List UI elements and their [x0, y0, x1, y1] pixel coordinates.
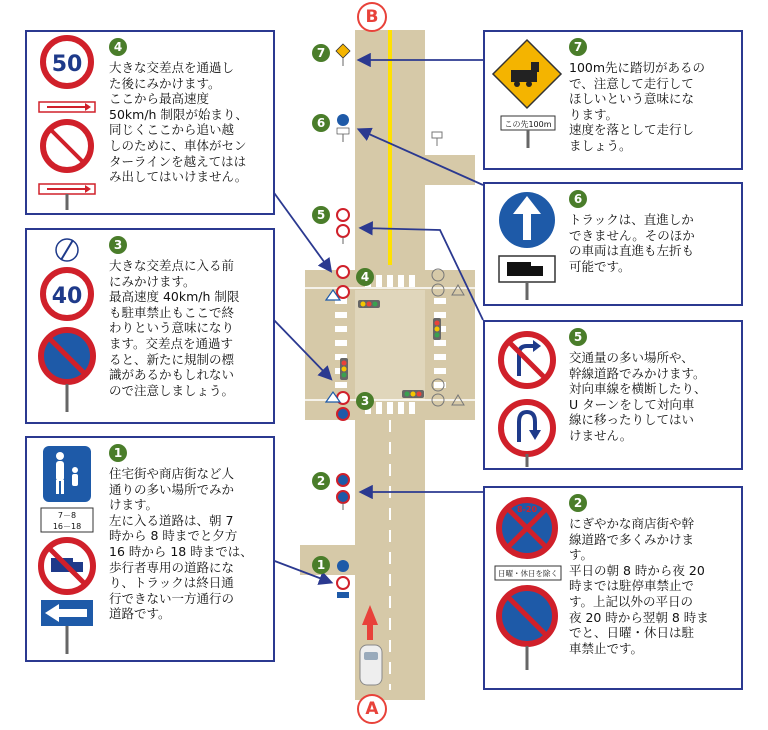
box4-line: ターラインを越えてはは — [109, 153, 247, 169]
box2-line: にぎやかな商店街や幹 — [569, 516, 695, 531]
box1-line: 行できない一方通行の — [109, 590, 235, 606]
box3-line: ので注意しましょう。 — [109, 382, 235, 398]
box3-line: ます。交差点を通過す — [109, 335, 234, 351]
map-number-2: 2 — [312, 472, 330, 490]
box5-line: けません。 — [569, 427, 633, 443]
box-text-1 — [109, 466, 273, 622]
box5-line: 線に移ったりしてはい — [569, 412, 695, 428]
box-text-4 — [109, 60, 273, 185]
box3-line: 大きな交差点に入る前 — [109, 258, 235, 273]
box7-line: ります。 — [569, 106, 619, 122]
box3-line: 最高速度 40km/h 制限 — [109, 289, 240, 305]
sign-group-2 — [489, 490, 567, 688]
box6-line: トラックは、直進しか — [569, 212, 694, 227]
time-2-text: 8-20 — [516, 505, 538, 514]
box7-line: で、注意して走行して — [569, 75, 694, 91]
no-u-turn-sign-icon — [501, 402, 553, 454]
box-number-5: 5 — [569, 328, 587, 346]
box-number-4: 4 — [109, 38, 127, 56]
pedestrian-only-sign-icon — [43, 446, 91, 502]
map-number-7: 7 — [312, 44, 330, 62]
box4-line: ここから最高速度 — [109, 91, 210, 107]
box2-line: す。 — [569, 547, 594, 563]
box1-line: 住宅街や商店街など人 — [109, 466, 235, 481]
box1-line: けます。 — [109, 497, 159, 513]
map-number-5: 5 — [312, 206, 330, 224]
box4-line: 大きな交差点を通過し — [109, 60, 235, 75]
box1-line: り、トラックは終日通 — [109, 575, 234, 591]
box-number-2: 2 — [569, 494, 587, 512]
box4-line: 同じくここから追い越 — [109, 122, 235, 138]
time-plate-1-text: 7－8 — [57, 511, 77, 520]
time-plate-2-text: 16－18 — [52, 522, 82, 531]
box5-line: 幹線道路でみかけます。 — [569, 365, 706, 381]
sign-group-4 — [33, 34, 103, 214]
box2-line: 時までは駐停車禁止で — [569, 578, 695, 594]
box2-line: 線道路で多くみかけま — [569, 531, 695, 547]
callout-box-2 — [483, 486, 743, 690]
box-number-1: 1 — [109, 444, 127, 462]
sign-group-3 — [33, 232, 103, 422]
box3-line: ると、新たに規制の標 — [109, 351, 235, 367]
box1-line: 時から 8 時までと夕方 — [109, 528, 238, 544]
callout-box-3 — [25, 228, 275, 424]
sunday-plate-text: 日曜・休日を除く — [498, 569, 558, 578]
callout-box-6 — [483, 182, 743, 306]
box2-line: 平日の朝 8 時から夜 20 — [569, 562, 705, 578]
box7-line: 100m先に踏切があるの — [569, 60, 706, 75]
box1-line: 16 時から 18 時までは、 — [109, 543, 253, 559]
start-point-a: A — [357, 694, 387, 724]
sign-group-7 — [489, 36, 567, 156]
box4-line: み出してはいけません。 — [109, 169, 248, 185]
sign-group-5 — [489, 324, 567, 469]
box-number-6: 6 — [569, 190, 587, 208]
box4-line: 50km/h 制限が始まり、 — [109, 106, 248, 122]
box7-line: 速度を落として走行し — [569, 122, 695, 138]
sign-group-6 — [489, 188, 567, 306]
box1-line: 歩行者専用の道路にな — [109, 559, 235, 575]
box6-line: できません。そのほか — [569, 227, 695, 243]
callout-box-4 — [25, 30, 275, 215]
map-number-1: 1 — [312, 556, 330, 574]
box-number-7: 7 — [569, 38, 587, 56]
callout-box-7 — [483, 30, 743, 170]
box-text-3 — [109, 258, 273, 398]
box7-line: ましょう。 — [569, 137, 632, 153]
map-number-6: 6 — [312, 114, 330, 132]
box1-line: 道路です。 — [109, 606, 171, 622]
box-text-2 — [569, 516, 739, 656]
callout-box-1 — [25, 436, 275, 662]
box1-line: 通りの多い場所でみか — [109, 481, 235, 497]
box-text-7 — [569, 60, 739, 154]
box-text-6 — [569, 212, 739, 274]
box7-line: ほしいという意味にな — [569, 91, 695, 107]
box5-line: 対向車線を横断したり、 — [569, 381, 707, 397]
map-number-4: 4 — [356, 268, 374, 286]
box2-line: 夜 20 時から翌朝 8 時ま — [569, 609, 709, 625]
road-network — [300, 30, 475, 700]
box-number-3: 3 — [109, 236, 127, 254]
box2-line: でと、日曜・休日は駐 — [569, 625, 695, 641]
map-number-3: 3 — [356, 392, 374, 410]
speed50-text: 50 — [51, 52, 83, 77]
box3-line: にみかけます。 — [109, 273, 196, 289]
distance-plate-text: この先100m — [504, 120, 552, 129]
box5-line: 交通量の多い場所や、 — [569, 350, 694, 365]
box2-line: 車禁止です。 — [569, 640, 644, 656]
box2-line: す。上記以外の平日の — [569, 593, 694, 609]
box-text-5 — [569, 350, 739, 444]
box4-line: しのために、車体がセン — [109, 137, 247, 153]
end-point-b: B — [357, 2, 387, 32]
box6-line: の車両は直進も左折も — [569, 243, 695, 259]
box4-line: た後にみかけます。 — [109, 75, 221, 91]
speed40-text: 40 — [51, 284, 83, 309]
box5-line: U ターンをして対向車 — [569, 396, 695, 412]
box6-line: 可能です。 — [569, 258, 631, 274]
box1-line: 左に入る道路は、朝 7 — [109, 512, 234, 528]
box3-line: 識があるかもしれない — [109, 367, 235, 383]
sign-group-1 — [33, 440, 105, 660]
callout-box-5 — [483, 320, 743, 470]
box3-line: も駐車禁止もここで終 — [109, 304, 235, 320]
box3-line: わりという意味になり — [109, 320, 235, 336]
